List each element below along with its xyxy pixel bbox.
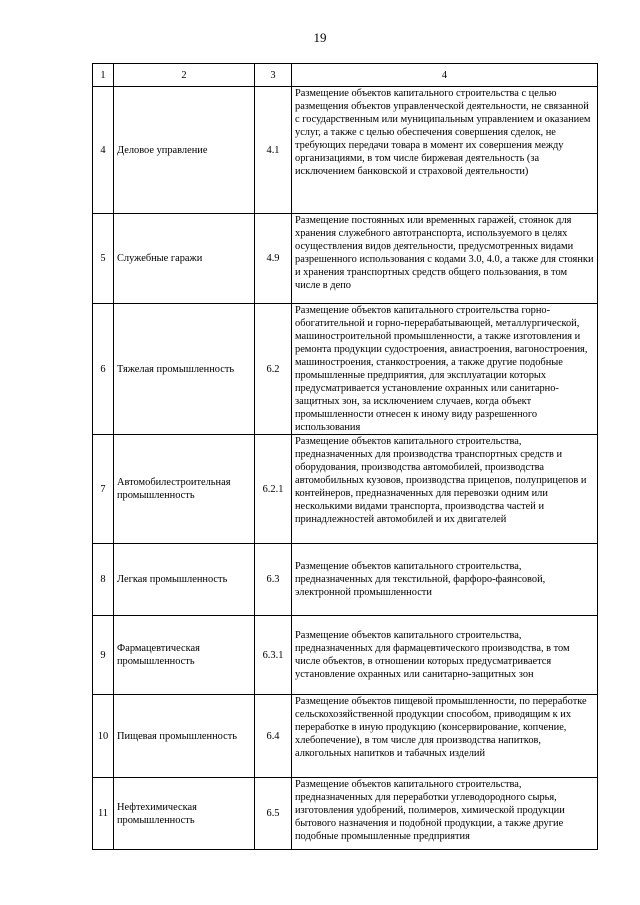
row-number: 10 (93, 695, 114, 778)
row-description: Размещение объектов пищевой промышленности, по переработке сельскохозяйственной продукции способом, приводящим к их переработке в иную продукцию (консервирование, копчение, хлебопечение), в том числе для производства напитков, алкогольных напитков и табачных изделий (292, 695, 598, 778)
row-use-code: 6.3 (255, 544, 292, 616)
row-use-name: Служебные гаражи (114, 214, 255, 304)
row-description: Размещение объектов капитального строительства с целью размещения объектов управленческой деятельности, не связанной с государственным или муниципальным управлением и оказанием услуг, а также с целью обеспечения совершения сделок, не требующих передачи товара в момент их совершения между организациями, в том числе биржевая деятельность (за исключением банковской и страховой деятельности) (292, 87, 598, 214)
row-use-code: 4.1 (255, 87, 292, 214)
row-description: Размещение объектов капитального строительства, предназначенных для фармацевтического производства, в том числе объектов, в отношении которых предусматривается установление охранных или санитарно-защитных зон (292, 616, 598, 695)
table-row (93, 544, 598, 616)
row-use-code: 6.2 (255, 304, 292, 435)
row-number: 5 (93, 214, 114, 304)
row-use-name: Тяжелая промышленность (114, 304, 255, 435)
table-row (93, 778, 598, 850)
row-use-code: 6.2.1 (255, 435, 292, 544)
row-description: Размещение объектов капитального строительства, предназначенных для производства транспортных средств и оборудования, производства автомобилей, производства автомобильных кузовов, производства прицепов, полуприцепов и контейнеров, предназначенных для перевозки одним или несколькими видами транспорта, производства частей и принадлежностей автомобилей и их двигателей (292, 435, 598, 544)
table-row (93, 435, 598, 544)
row-use-name: Легкая промышленность (114, 544, 255, 616)
row-description: Размещение объектов капитального строительства, предназначенных для текстильной, фарфоро-фаянсовой, электронной промышленности (292, 544, 598, 616)
row-number: 8 (93, 544, 114, 616)
header-col-2: 2 (114, 64, 255, 87)
page-number: 19 (313, 30, 327, 45)
row-description: Размещение объектов капитального строительства, предназначенных для переработки углеводородного сырья, изготовления удобрений, полимеров, химической продукции бытового назначения и подобной продукции, а также другие подобные промышленные предприятия (292, 778, 598, 850)
land-use-table (92, 63, 598, 850)
row-number: 9 (93, 616, 114, 695)
row-number: 4 (93, 87, 114, 214)
row-use-code: 4.9 (255, 214, 292, 304)
table-row (93, 616, 598, 695)
table-row (93, 695, 598, 778)
row-description: Размещение постоянных или временных гаражей, стоянок для хранения служебного автотранспорта, используемого в целях осуществления видов деятельности, предусмотренных видами разрешенного использования с кодами 3.0, 4.0, а также для стоянки и хранения транспортных средств общего пользования, в том числе в депо (292, 214, 598, 304)
row-use-name: Нефтехимическая промышленность (114, 778, 255, 850)
row-number: 7 (93, 435, 114, 544)
header-col-3: 3 (255, 64, 292, 87)
row-use-name: Пищевая промышленность (114, 695, 255, 778)
row-number: 6 (93, 304, 114, 435)
table-header-row (93, 64, 598, 87)
row-description: Размещение объектов капитального строительства горно-обогатительной и горно-перерабатывающей, металлургической, машиностроительной промышленности, а также изготовления и ремонта продукции судостроения, авиастроения, вагоностроения, машиностроения, станкостроения, а также другие подобные промышленные предприятия, для эксплуатации которых предусматривается установление охранных или санитарно-защитных зон, за исключением случаев, когда объект промышленности отнесен к иному виду разрешенного использования (292, 304, 598, 435)
row-use-code: 6.5 (255, 778, 292, 850)
header-col-4: 4 (292, 64, 598, 87)
row-use-name: Автомобилестроительная промышленность (114, 435, 255, 544)
row-number: 11 (93, 778, 114, 850)
table-row (93, 304, 598, 435)
table-row (93, 87, 598, 214)
row-use-name: Фармацевтическая промышленность (114, 616, 255, 695)
row-use-name: Деловое управление (114, 87, 255, 214)
row-use-code: 6.4 (255, 695, 292, 778)
table-row (93, 214, 598, 304)
header-col-1: 1 (93, 64, 114, 87)
row-use-code: 6.3.1 (255, 616, 292, 695)
